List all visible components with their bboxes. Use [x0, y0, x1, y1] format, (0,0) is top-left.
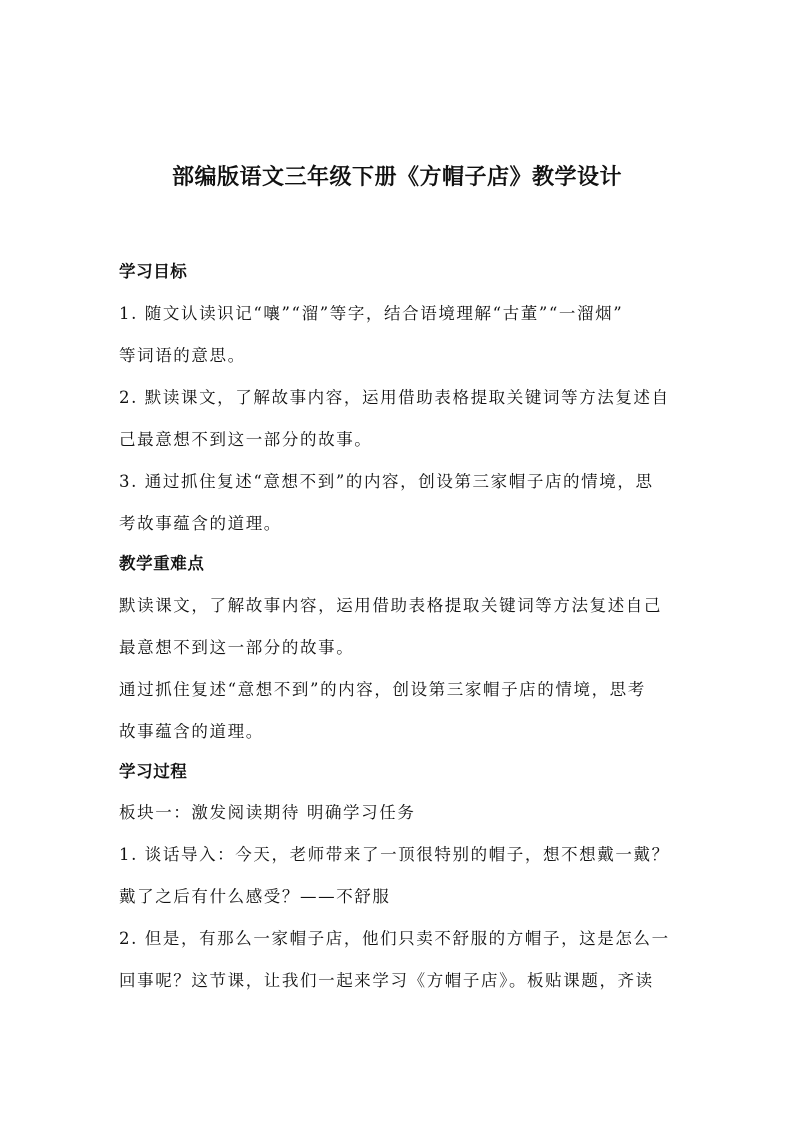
paragraph-line: 1. 随文认读识记“嚷”“溜”等字，结合语境理解“古董”“一溜烟”: [119, 304, 624, 323]
paragraph-line: 默读课文，了解故事内容，运用借助表格提取关键词等方法复述自己: [119, 596, 662, 615]
paragraph-line: 通过抓住复述“意想不到”的内容，创设第三家帽子店的情境，思考: [119, 680, 646, 699]
paragraph-line: 2. 默读课文，了解故事内容，运用借助表格提取关键词等方法复述自: [119, 388, 670, 407]
paragraph-line: 等词语的意思。: [119, 346, 246, 365]
paragraph-line: 己最意想不到这一部分的故事。: [119, 430, 373, 449]
section-heading-goals: 学习目标: [119, 262, 188, 281]
section-heading-key-points: 教学重难点: [119, 554, 205, 573]
section-heading-process: 学习过程: [119, 762, 188, 781]
document-title: 部编版语文三年级下册《方帽子店》教学设计: [171, 165, 622, 190]
paragraph-line: 考故事蕴含的道理。: [119, 514, 282, 533]
paragraph-line: 2. 但是，有那么一家帽子店，他们只卖不舒服的方帽子，这是怎么一: [119, 929, 670, 948]
paragraph-line: 3. 通过抓住复述“意想不到”的内容，创设第三家帽子店的情境，思: [119, 472, 654, 491]
paragraph-line: 故事蕴含的道理。: [119, 722, 264, 741]
paragraph-line: 戴了之后有什么感受？——不舒服: [119, 887, 391, 906]
paragraph-line: 最意想不到这一部分的故事。: [119, 638, 355, 657]
paragraph-line: 板块一：激发阅读期待 明确学习任务: [119, 803, 416, 822]
paragraph-line: 1. 谈话导入：今天，老师带来了一顶很特别的帽子，想不想戴一戴？: [119, 845, 670, 864]
paragraph-line: 回事呢？这节课，让我们一起来学习《方帽子店》。板贴课题，齐读: [119, 971, 654, 990]
